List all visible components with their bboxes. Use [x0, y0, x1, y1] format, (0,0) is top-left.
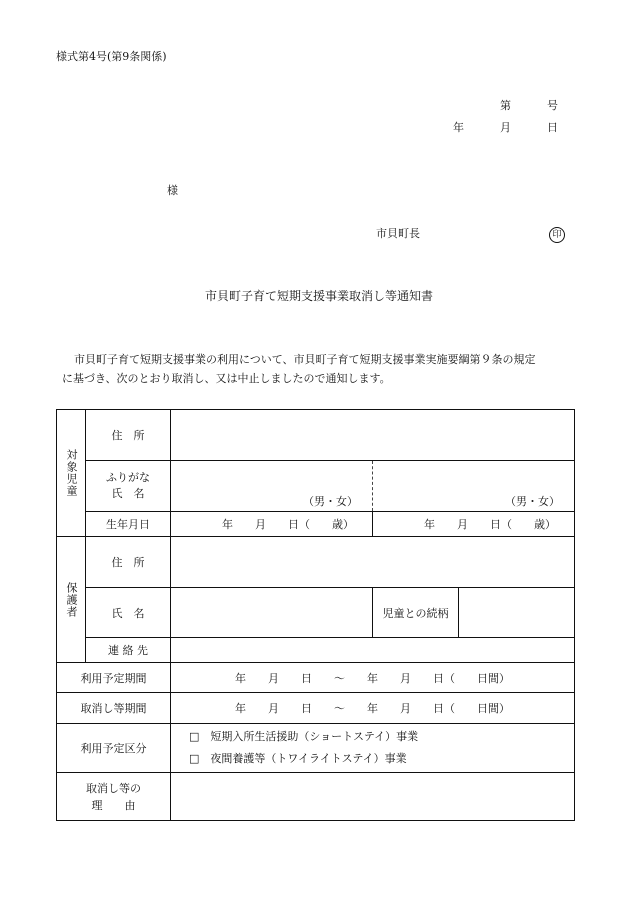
contact-label: 連 絡 先	[108, 644, 148, 657]
guardian-name-label: 氏 名	[111, 606, 145, 620]
child1-name-field[interactable]	[171, 461, 372, 511]
category-label: 利用予定区分	[80, 742, 147, 755]
doc-number-dai: 第	[500, 99, 511, 112]
guardian-group-label: 保護者	[65, 581, 78, 618]
planned-period-field[interactable]: 年 月 日 〜 年 月 日（ 日間）	[235, 671, 510, 685]
reason-label-line1: 取消し等の	[86, 781, 141, 795]
furigana-label: ふりがな	[106, 471, 150, 484]
child-name-label	[86, 461, 170, 511]
reason-label	[57, 773, 170, 820]
addressee-sama: 様	[167, 184, 178, 197]
child-address-label: 住 所	[111, 429, 145, 442]
cancel-period-label: 取消し等期間	[80, 702, 147, 715]
relation-field[interactable]	[459, 588, 574, 637]
child-group-label: 対象児童	[65, 449, 78, 497]
seal-stamp: 印	[549, 227, 565, 243]
date-year: 年	[453, 121, 464, 134]
child-address-field[interactable]	[171, 410, 574, 460]
name-label: 氏 名	[111, 487, 145, 500]
form-number: 様式第4号(第9条関係)	[56, 50, 167, 63]
body-line-1: 市貝町子育て短期支援事業の利用について、市貝町子育て短期支援事業実施要綱第９条の規定	[74, 353, 536, 366]
body-paragraph	[62, 350, 574, 388]
date-month: 月	[500, 121, 511, 134]
relation-label: 児童との続柄	[382, 606, 449, 620]
doc-number-go: 号	[547, 99, 558, 112]
guardian-name-field[interactable]	[171, 588, 372, 637]
cancel-period-field[interactable]: 年 月 日 〜 年 月 日（ 日間）	[235, 702, 510, 715]
category-options	[171, 724, 574, 772]
date-day: 日	[547, 121, 558, 134]
contact-field[interactable]	[171, 638, 574, 662]
reason-label-line2: 理 由	[91, 798, 136, 812]
body-line-2: に基づき、次のとおり取消し、又は中止しましたので通知します。	[62, 372, 391, 385]
guardian-address-field[interactable]	[171, 537, 574, 587]
document-title: 市貝町子育て短期支援事業取消し等通知書	[205, 289, 434, 303]
child2-birth-field[interactable]: 年 月 日（ 歳）	[424, 518, 556, 531]
birth-label: 生年月日	[106, 518, 150, 531]
reason-field[interactable]	[171, 773, 574, 820]
twilight-stay-option[interactable]: □ 夜間養護等（トワイライトステイ）事業	[189, 752, 407, 765]
guardian-address-label: 住 所	[111, 556, 145, 569]
mayor-title: 市貝町長	[376, 227, 420, 240]
short-stay-option[interactable]: □ 短期入所生活援助（ショートステイ）事業	[189, 730, 419, 743]
child2-name-field[interactable]	[373, 461, 574, 511]
child1-birth-field[interactable]: 年 月 日（ 歳）	[222, 518, 354, 531]
child1-sex-option: （男・女）	[303, 495, 358, 508]
planned-period-label: 利用予定期間	[80, 671, 147, 685]
child2-sex-option: （男・女）	[505, 495, 560, 508]
